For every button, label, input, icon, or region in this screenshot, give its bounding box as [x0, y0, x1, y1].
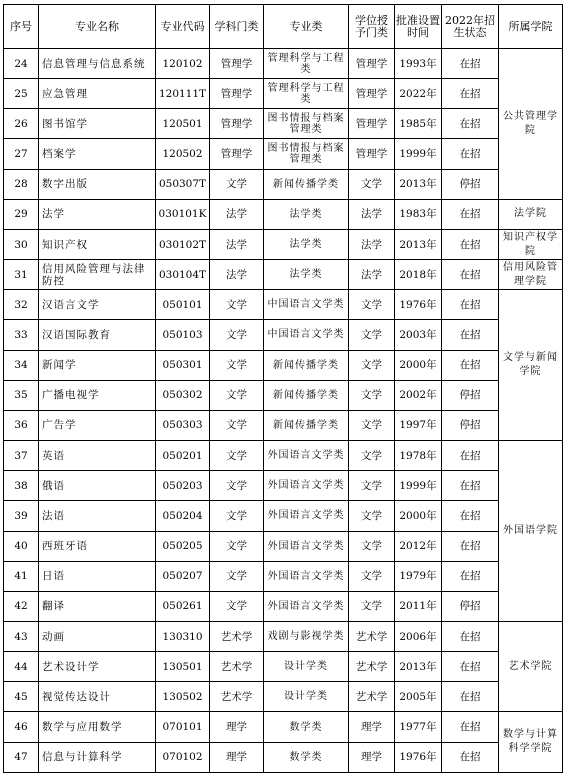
cell-degree: 艺术学 — [349, 652, 395, 682]
cell-enrollment-status: 在招 — [442, 652, 499, 682]
cell-major-name: 日语 — [39, 561, 156, 591]
cell-major-category: 外国语言文学类 — [264, 591, 349, 621]
cell-major-category: 法学类 — [264, 260, 349, 290]
cell-discipline: 艺术学 — [210, 682, 264, 712]
cell-major-category: 法学类 — [264, 229, 349, 259]
cell-major-category: 图书情报与档案管理类 — [264, 109, 349, 139]
cell-enrollment-status: 在招 — [442, 712, 499, 742]
cell-approval-time: 1983年 — [395, 199, 442, 229]
cell-index: 44 — [4, 652, 39, 682]
cell-index: 33 — [4, 320, 39, 350]
cell-degree: 文学 — [349, 441, 395, 471]
cell-major-code: 130502 — [156, 682, 210, 712]
cell-discipline: 管理学 — [210, 79, 264, 109]
cell-school: 外国语学院 — [499, 441, 563, 622]
cell-major-name: 图书馆学 — [39, 109, 156, 139]
table-row — [4, 742, 563, 772]
cell-discipline: 理学 — [210, 742, 264, 772]
cell-school: 信用风险管理学院 — [499, 260, 563, 290]
cell-discipline: 艺术学 — [210, 652, 264, 682]
cell-discipline: 文学 — [210, 561, 264, 591]
cell-enrollment-status: 在招 — [442, 109, 499, 139]
cell-degree: 文学 — [349, 531, 395, 561]
cell-discipline: 文学 — [210, 380, 264, 410]
cell-major-category: 新闻传播学类 — [264, 350, 349, 380]
table-row — [4, 260, 563, 290]
cell-discipline: 管理学 — [210, 139, 264, 169]
cell-index: 27 — [4, 139, 39, 169]
cell-major-code: 050203 — [156, 471, 210, 501]
cell-major-code: 050261 — [156, 591, 210, 621]
cell-discipline: 文学 — [210, 290, 264, 320]
cell-major-name: 数学与应用数学 — [39, 712, 156, 742]
cell-major-category: 外国语言文学类 — [264, 441, 349, 471]
cell-major-category: 设计学类 — [264, 652, 349, 682]
cell-enrollment-status: 在招 — [442, 682, 499, 712]
cell-approval-time: 2002年 — [395, 380, 442, 410]
table-row — [4, 199, 563, 229]
table-row — [4, 531, 563, 561]
cell-enrollment-status: 在招 — [442, 441, 499, 471]
header-discipline: 学科门类 — [210, 5, 264, 49]
table-row — [4, 471, 563, 501]
cell-degree: 文学 — [349, 290, 395, 320]
table-row — [4, 410, 563, 440]
cell-degree: 文学 — [349, 591, 395, 621]
cell-discipline: 文学 — [210, 320, 264, 350]
cell-approval-time: 1976年 — [395, 290, 442, 320]
cell-index: 32 — [4, 290, 39, 320]
table-row — [4, 169, 563, 199]
cell-major-code: 050205 — [156, 531, 210, 561]
cell-index: 26 — [4, 109, 39, 139]
cell-discipline: 法学 — [210, 199, 264, 229]
header-major-category: 专业类 — [264, 5, 349, 49]
cell-school: 法学院 — [499, 199, 563, 229]
table-row — [4, 380, 563, 410]
header-degree: 学位授予门类 — [349, 5, 395, 49]
cell-major-category: 外国语言文学类 — [264, 471, 349, 501]
cell-index: 41 — [4, 561, 39, 591]
cell-major-code: 050307T — [156, 169, 210, 199]
cell-degree: 法学 — [349, 229, 395, 259]
cell-discipline: 管理学 — [210, 109, 264, 139]
cell-index: 30 — [4, 229, 39, 259]
cell-major-name: 信息管理与信息系统 — [39, 49, 156, 79]
cell-index: 25 — [4, 79, 39, 109]
cell-enrollment-status: 在招 — [442, 320, 499, 350]
cell-index: 29 — [4, 199, 39, 229]
cell-school: 艺术学院 — [499, 621, 563, 711]
header-approval-time: 批准设置时间 — [395, 5, 442, 49]
cell-major-name: 艺术设计学 — [39, 652, 156, 682]
cell-major-name: 知识产权 — [39, 229, 156, 259]
table-row — [4, 652, 563, 682]
cell-index: 39 — [4, 501, 39, 531]
cell-major-name: 视觉传达设计 — [39, 682, 156, 712]
table-row — [4, 49, 563, 79]
cell-major-code: 130310 — [156, 621, 210, 651]
header-school: 所属学院 — [499, 5, 563, 49]
cell-index: 46 — [4, 712, 39, 742]
cell-major-category: 法学类 — [264, 199, 349, 229]
cell-approval-time: 1978年 — [395, 441, 442, 471]
table-row — [4, 591, 563, 621]
cell-major-name: 动画 — [39, 621, 156, 651]
cell-major-code: 050302 — [156, 380, 210, 410]
cell-major-code: 070101 — [156, 712, 210, 742]
cell-index: 31 — [4, 260, 39, 290]
cell-major-name: 档案学 — [39, 139, 156, 169]
cell-approval-time: 1977年 — [395, 712, 442, 742]
table-row — [4, 682, 563, 712]
cell-enrollment-status: 在招 — [442, 260, 499, 290]
cell-major-category: 新闻传播学类 — [264, 169, 349, 199]
cell-major-category: 管理科学与工程类 — [264, 79, 349, 109]
cell-major-name: 信息与计算科学 — [39, 742, 156, 772]
cell-major-category: 外国语言文学类 — [264, 531, 349, 561]
cell-approval-time: 2006年 — [395, 621, 442, 651]
cell-major-category: 中国语言文学类 — [264, 320, 349, 350]
cell-index: 34 — [4, 350, 39, 380]
header-index: 序号 — [4, 5, 39, 49]
cell-discipline: 文学 — [210, 471, 264, 501]
cell-approval-time: 2011年 — [395, 591, 442, 621]
cell-enrollment-status: 停招 — [442, 410, 499, 440]
cell-approval-time: 2012年 — [395, 531, 442, 561]
cell-degree: 文学 — [349, 471, 395, 501]
cell-approval-time: 2013年 — [395, 229, 442, 259]
cell-discipline: 法学 — [210, 260, 264, 290]
cell-approval-time: 2022年 — [395, 79, 442, 109]
cell-major-category: 新闻传播学类 — [264, 410, 349, 440]
cell-enrollment-status: 在招 — [442, 139, 499, 169]
cell-degree: 管理学 — [349, 109, 395, 139]
cell-degree: 管理学 — [349, 79, 395, 109]
cell-index: 42 — [4, 591, 39, 621]
cell-major-category: 新闻传播学类 — [264, 380, 349, 410]
cell-approval-time: 2005年 — [395, 682, 442, 712]
cell-major-name: 应急管理 — [39, 79, 156, 109]
table-row — [4, 139, 563, 169]
header-row — [4, 5, 563, 49]
cell-major-code: 030102T — [156, 229, 210, 259]
table-row — [4, 712, 563, 742]
cell-discipline: 文学 — [210, 410, 264, 440]
cell-major-code: 120501 — [156, 109, 210, 139]
cell-major-category: 外国语言文学类 — [264, 561, 349, 591]
cell-degree: 文学 — [349, 169, 395, 199]
cell-degree: 文学 — [349, 380, 395, 410]
cell-enrollment-status: 在招 — [442, 290, 499, 320]
cell-major-name: 汉语言文学 — [39, 290, 156, 320]
cell-approval-time: 1979年 — [395, 561, 442, 591]
cell-major-code: 070102 — [156, 742, 210, 772]
cell-degree: 管理学 — [349, 139, 395, 169]
cell-index: 28 — [4, 169, 39, 199]
table-row — [4, 441, 563, 471]
header-major-name: 专业名称 — [39, 5, 156, 49]
cell-discipline: 理学 — [210, 712, 264, 742]
cell-enrollment-status: 停招 — [442, 591, 499, 621]
table-row — [4, 320, 563, 350]
table-body — [4, 49, 563, 773]
cell-major-code: 120502 — [156, 139, 210, 169]
majors-table — [3, 4, 563, 773]
cell-major-category: 外国语言文学类 — [264, 501, 349, 531]
cell-major-name: 法学 — [39, 199, 156, 229]
cell-major-name: 英语 — [39, 441, 156, 471]
cell-index: 38 — [4, 471, 39, 501]
cell-degree: 理学 — [349, 742, 395, 772]
table-row — [4, 79, 563, 109]
cell-major-code: 050301 — [156, 350, 210, 380]
cell-major-code: 120102 — [156, 49, 210, 79]
table-row — [4, 109, 563, 139]
cell-approval-time: 2000年 — [395, 501, 442, 531]
cell-approval-time: 1997年 — [395, 410, 442, 440]
cell-enrollment-status: 在招 — [442, 531, 499, 561]
cell-degree: 文学 — [349, 320, 395, 350]
cell-enrollment-status: 在招 — [442, 79, 499, 109]
cell-degree: 文学 — [349, 350, 395, 380]
cell-discipline: 文学 — [210, 501, 264, 531]
cell-index: 40 — [4, 531, 39, 561]
cell-degree: 管理学 — [349, 49, 395, 79]
cell-major-code: 050201 — [156, 441, 210, 471]
cell-major-name: 西班牙语 — [39, 531, 156, 561]
cell-enrollment-status: 停招 — [442, 169, 499, 199]
cell-approval-time: 1976年 — [395, 742, 442, 772]
cell-discipline: 文学 — [210, 531, 264, 561]
cell-degree: 文学 — [349, 561, 395, 591]
table-row — [4, 501, 563, 531]
cell-major-name: 信用风险管理与法律防控 — [39, 260, 156, 290]
cell-degree: 法学 — [349, 199, 395, 229]
cell-approval-time: 2000年 — [395, 350, 442, 380]
cell-enrollment-status: 在招 — [442, 501, 499, 531]
cell-discipline: 文学 — [210, 350, 264, 380]
cell-major-name: 数字出版 — [39, 169, 156, 199]
cell-enrollment-status: 在招 — [442, 471, 499, 501]
cell-school: 文学与新闻学院 — [499, 290, 563, 441]
cell-major-category: 数学类 — [264, 712, 349, 742]
cell-enrollment-status: 在招 — [442, 350, 499, 380]
cell-major-code: 050303 — [156, 410, 210, 440]
header-major-code: 专业代码 — [156, 5, 210, 49]
cell-index: 35 — [4, 380, 39, 410]
cell-major-name: 广告学 — [39, 410, 156, 440]
cell-major-code: 030101K — [156, 199, 210, 229]
header-enrollment-status: 2022年招生状态 — [442, 5, 499, 49]
cell-major-code: 050207 — [156, 561, 210, 591]
cell-school: 知识产权学院 — [499, 229, 563, 259]
cell-approval-time: 1999年 — [395, 139, 442, 169]
cell-index: 47 — [4, 742, 39, 772]
cell-school: 公共管理学院 — [499, 49, 563, 200]
cell-major-category: 管理科学与工程类 — [264, 49, 349, 79]
cell-major-code: 050101 — [156, 290, 210, 320]
cell-enrollment-status: 在招 — [442, 229, 499, 259]
cell-enrollment-status: 在招 — [442, 742, 499, 772]
cell-discipline: 管理学 — [210, 49, 264, 79]
cell-index: 36 — [4, 410, 39, 440]
cell-major-name: 新闻学 — [39, 350, 156, 380]
cell-index: 24 — [4, 49, 39, 79]
cell-approval-time: 1993年 — [395, 49, 442, 79]
cell-discipline: 文学 — [210, 169, 264, 199]
table-row — [4, 561, 563, 591]
cell-enrollment-status: 在招 — [442, 561, 499, 591]
table-row — [4, 350, 563, 380]
cell-index: 45 — [4, 682, 39, 712]
cell-major-category: 设计学类 — [264, 682, 349, 712]
cell-approval-time: 2018年 — [395, 260, 442, 290]
cell-major-name: 俄语 — [39, 471, 156, 501]
cell-discipline: 文学 — [210, 591, 264, 621]
cell-major-name: 翻译 — [39, 591, 156, 621]
cell-major-name: 广播电视学 — [39, 380, 156, 410]
cell-degree: 法学 — [349, 260, 395, 290]
cell-degree: 文学 — [349, 410, 395, 440]
cell-approval-time: 2013年 — [395, 169, 442, 199]
cell-degree: 艺术学 — [349, 621, 395, 651]
table-row — [4, 290, 563, 320]
cell-enrollment-status: 在招 — [442, 621, 499, 651]
cell-major-code: 050204 — [156, 501, 210, 531]
cell-index: 43 — [4, 621, 39, 651]
cell-major-code: 130501 — [156, 652, 210, 682]
cell-enrollment-status: 停招 — [442, 380, 499, 410]
cell-degree: 艺术学 — [349, 682, 395, 712]
cell-degree: 理学 — [349, 712, 395, 742]
cell-discipline: 文学 — [210, 441, 264, 471]
cell-school: 数学与计算科学学院 — [499, 712, 563, 773]
cell-major-code: 050103 — [156, 320, 210, 350]
cell-approval-time: 1985年 — [395, 109, 442, 139]
cell-major-category: 数学类 — [264, 742, 349, 772]
table-row — [4, 621, 563, 651]
cell-major-code: 030104T — [156, 260, 210, 290]
cell-degree: 文学 — [349, 501, 395, 531]
cell-major-category: 中国语言文学类 — [264, 290, 349, 320]
cell-index: 37 — [4, 441, 39, 471]
cell-major-name: 法语 — [39, 501, 156, 531]
cell-major-name: 汉语国际教育 — [39, 320, 156, 350]
cell-enrollment-status: 在招 — [442, 49, 499, 79]
cell-approval-time: 2013年 — [395, 652, 442, 682]
cell-discipline: 法学 — [210, 229, 264, 259]
cell-approval-time: 1999年 — [395, 471, 442, 501]
cell-enrollment-status: 在招 — [442, 199, 499, 229]
cell-approval-time: 2003年 — [395, 320, 442, 350]
cell-major-code: 120111T — [156, 79, 210, 109]
table-row — [4, 229, 563, 259]
cell-major-category: 戏剧与影视学类 — [264, 621, 349, 651]
cell-major-category: 图书情报与档案管理类 — [264, 139, 349, 169]
cell-discipline: 艺术学 — [210, 621, 264, 651]
